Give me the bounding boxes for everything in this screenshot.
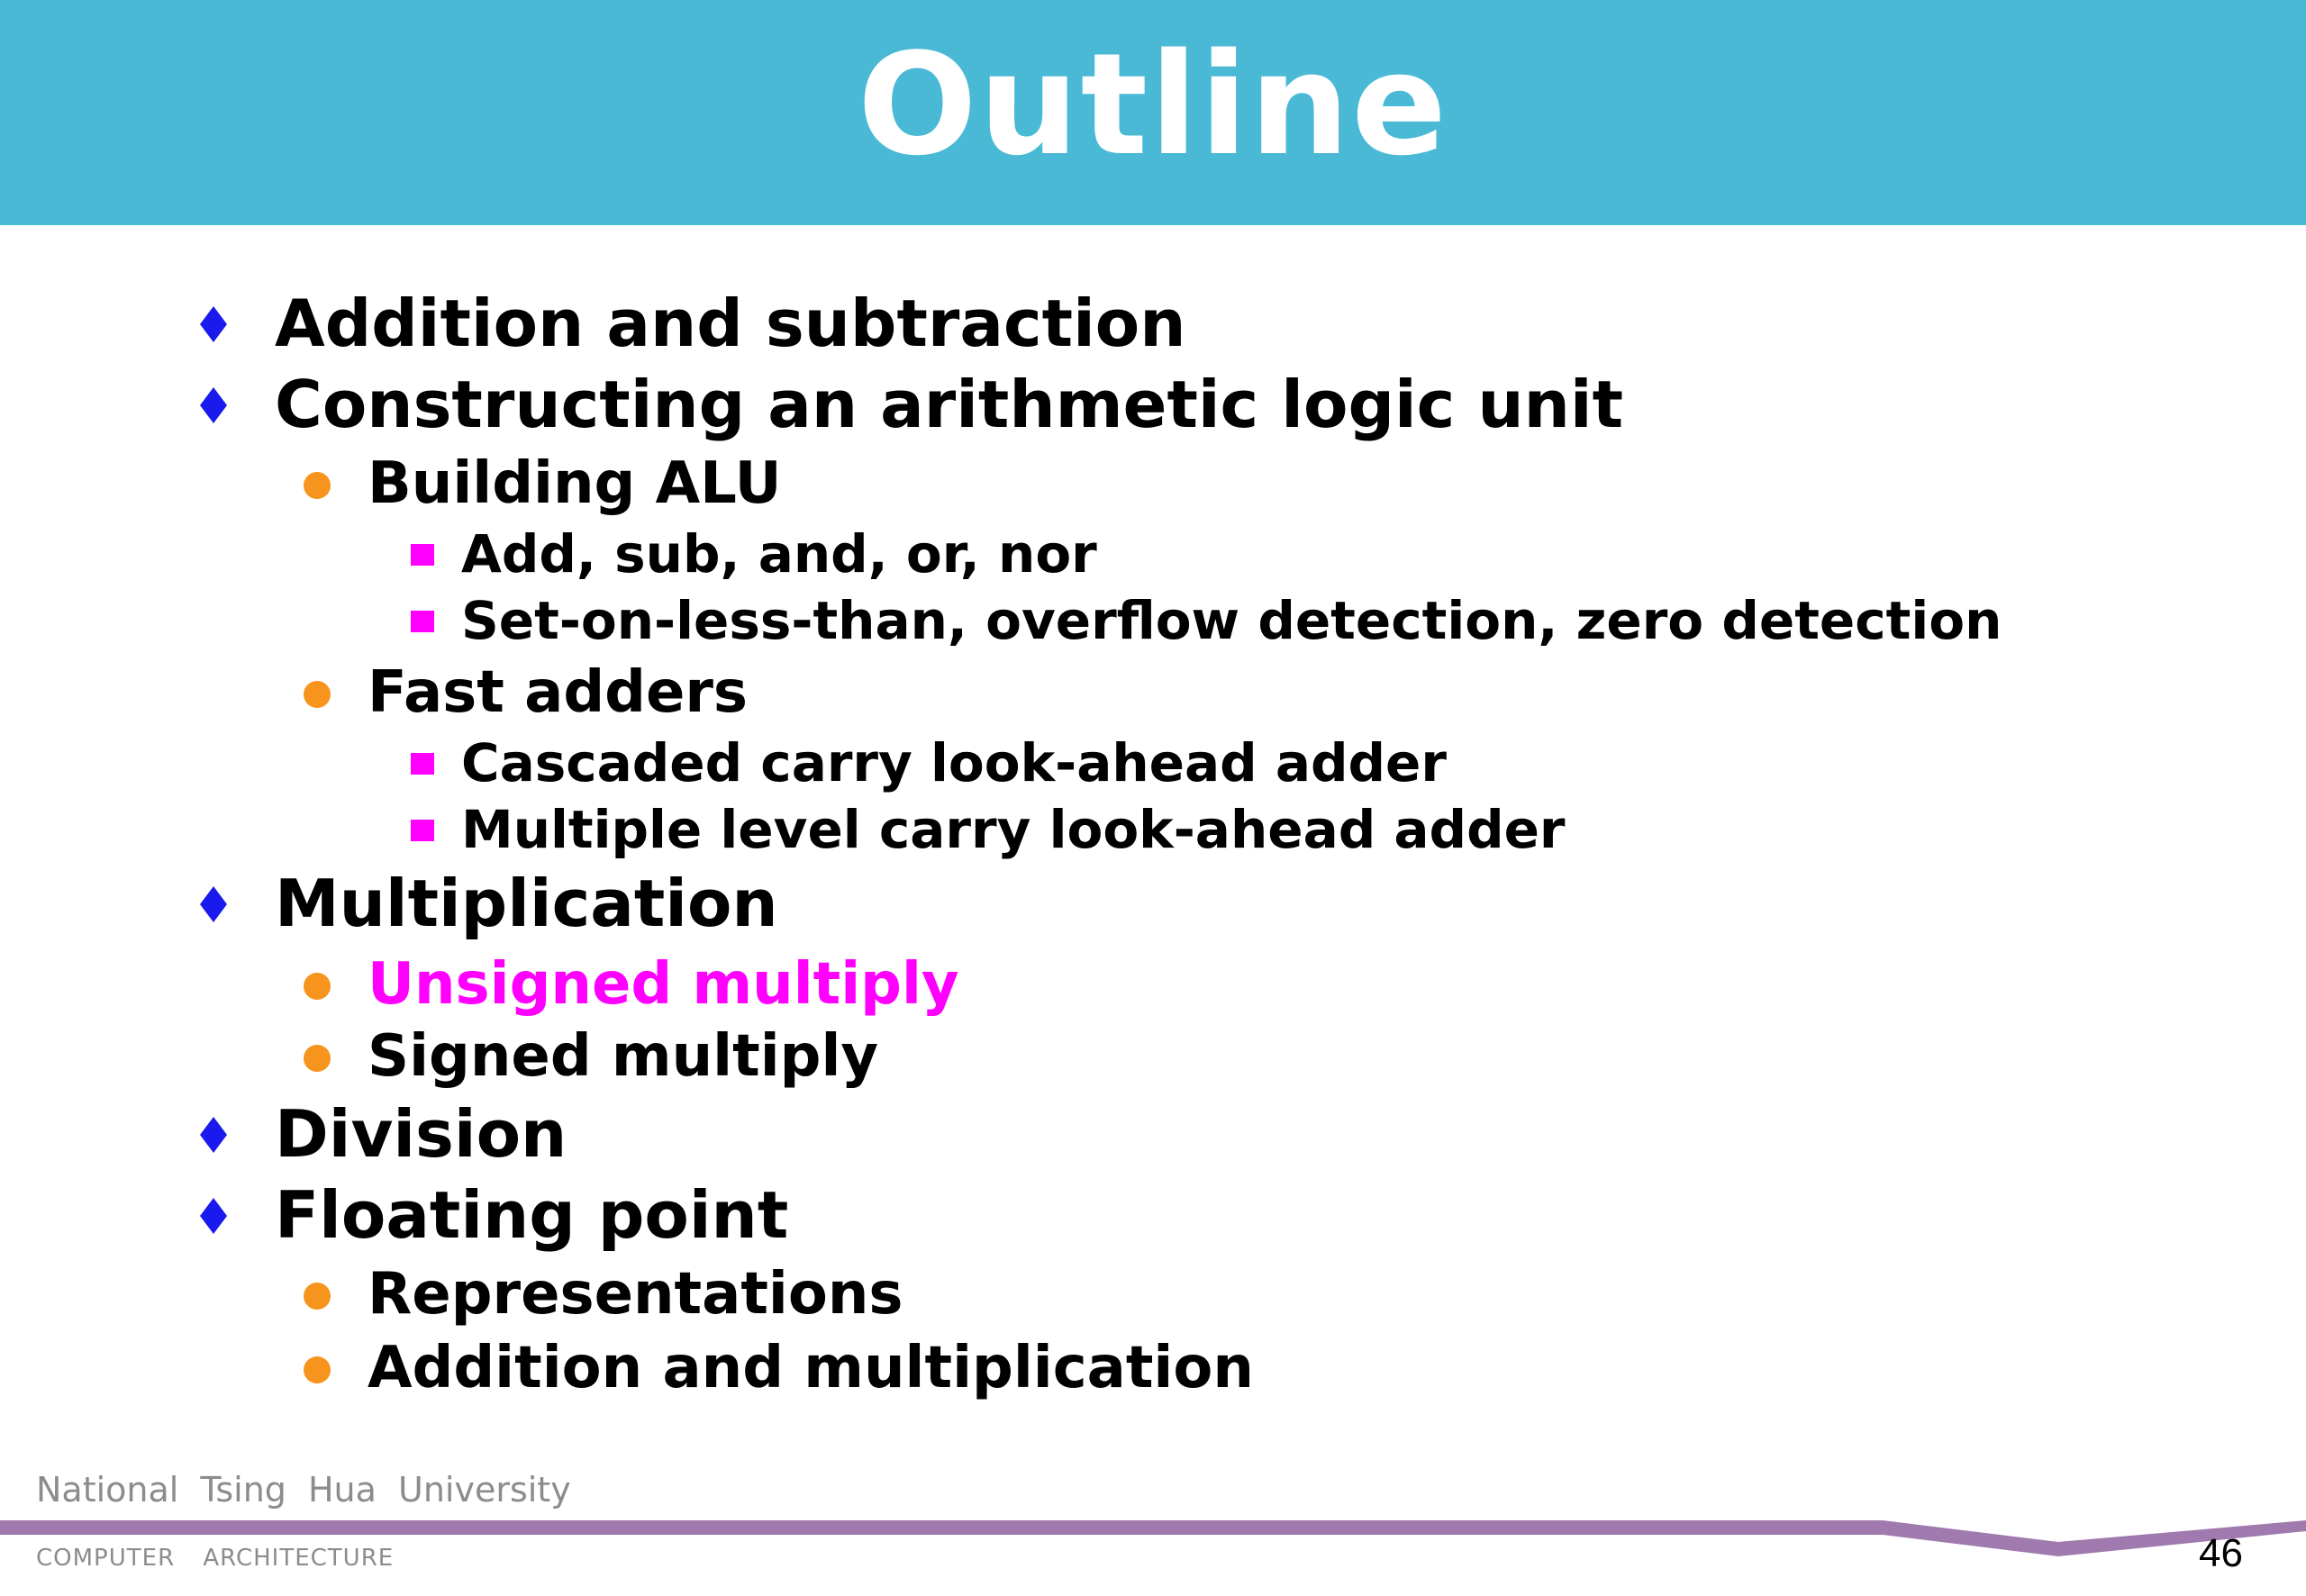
circle-bullet-icon (304, 681, 331, 708)
outline-item-text: Floating point (275, 1177, 789, 1253)
diamond-bullet-icon (200, 886, 227, 922)
outline-item (0, 1333, 2306, 1403)
outline-item-text: Representations (368, 1261, 903, 1328)
footer-university: National Tsing Hua University (36, 1470, 571, 1510)
outline-item (0, 731, 2306, 794)
outline-item-text: Constructing an arithmetic logic unit (275, 367, 1624, 442)
square-bullet-icon (411, 611, 434, 632)
outline-item (0, 798, 2306, 861)
outline-item-text: Signed multiply (368, 1023, 879, 1090)
outline-item-text: Multiple level carry look-ahead adder (461, 799, 1566, 860)
page-number: 46 (2199, 1531, 2243, 1575)
outline-item (0, 865, 2306, 942)
outline-item-text: Set-on-less-than, overflow detection, zero detection (461, 590, 2002, 651)
circle-bullet-icon (304, 1356, 331, 1383)
square-bullet-icon (411, 753, 434, 775)
square-bullet-icon (411, 820, 434, 841)
outline-item-text: Addition and multiplication (368, 1335, 1254, 1401)
outline-item (0, 1095, 2306, 1173)
diamond-bullet-icon (200, 306, 227, 342)
circle-bullet-icon (304, 973, 331, 1000)
outline-item (0, 449, 2306, 519)
outline-item-text: Add, sub, and, or, nor (461, 523, 1097, 585)
outline-item (0, 1176, 2306, 1254)
outline-item-text: Division (275, 1096, 567, 1172)
diamond-bullet-icon (200, 387, 227, 423)
diamond-bullet-icon (200, 1117, 227, 1153)
outline-item (0, 589, 2306, 652)
footer-course: COMPUTER ARCHITECTURE (36, 1545, 395, 1572)
outline-item-text: Building ALU (368, 450, 782, 517)
slide-title: Outline (857, 23, 1449, 186)
outline-item (0, 522, 2306, 585)
diamond-bullet-icon (200, 1198, 227, 1234)
outline-item (0, 1259, 2306, 1329)
outline-item-text: Unsigned multiply (368, 951, 959, 1018)
outline-item-text: Fast adders (368, 659, 748, 726)
circle-bullet-icon (304, 1283, 331, 1310)
outline-item (0, 366, 2306, 443)
outline-item (0, 1021, 2306, 1092)
circle-bullet-icon (304, 472, 331, 499)
outline-item-text: Multiplication (275, 866, 778, 941)
outline-item-text: Addition and subtraction (275, 286, 1186, 361)
outline-item (0, 657, 2306, 728)
circle-bullet-icon (304, 1045, 331, 1072)
outline-item-text: Cascaded carry look-ahead adder (461, 732, 1447, 793)
outline-item (0, 949, 2306, 1020)
square-bullet-icon (411, 544, 434, 566)
outline-item (0, 285, 2306, 362)
